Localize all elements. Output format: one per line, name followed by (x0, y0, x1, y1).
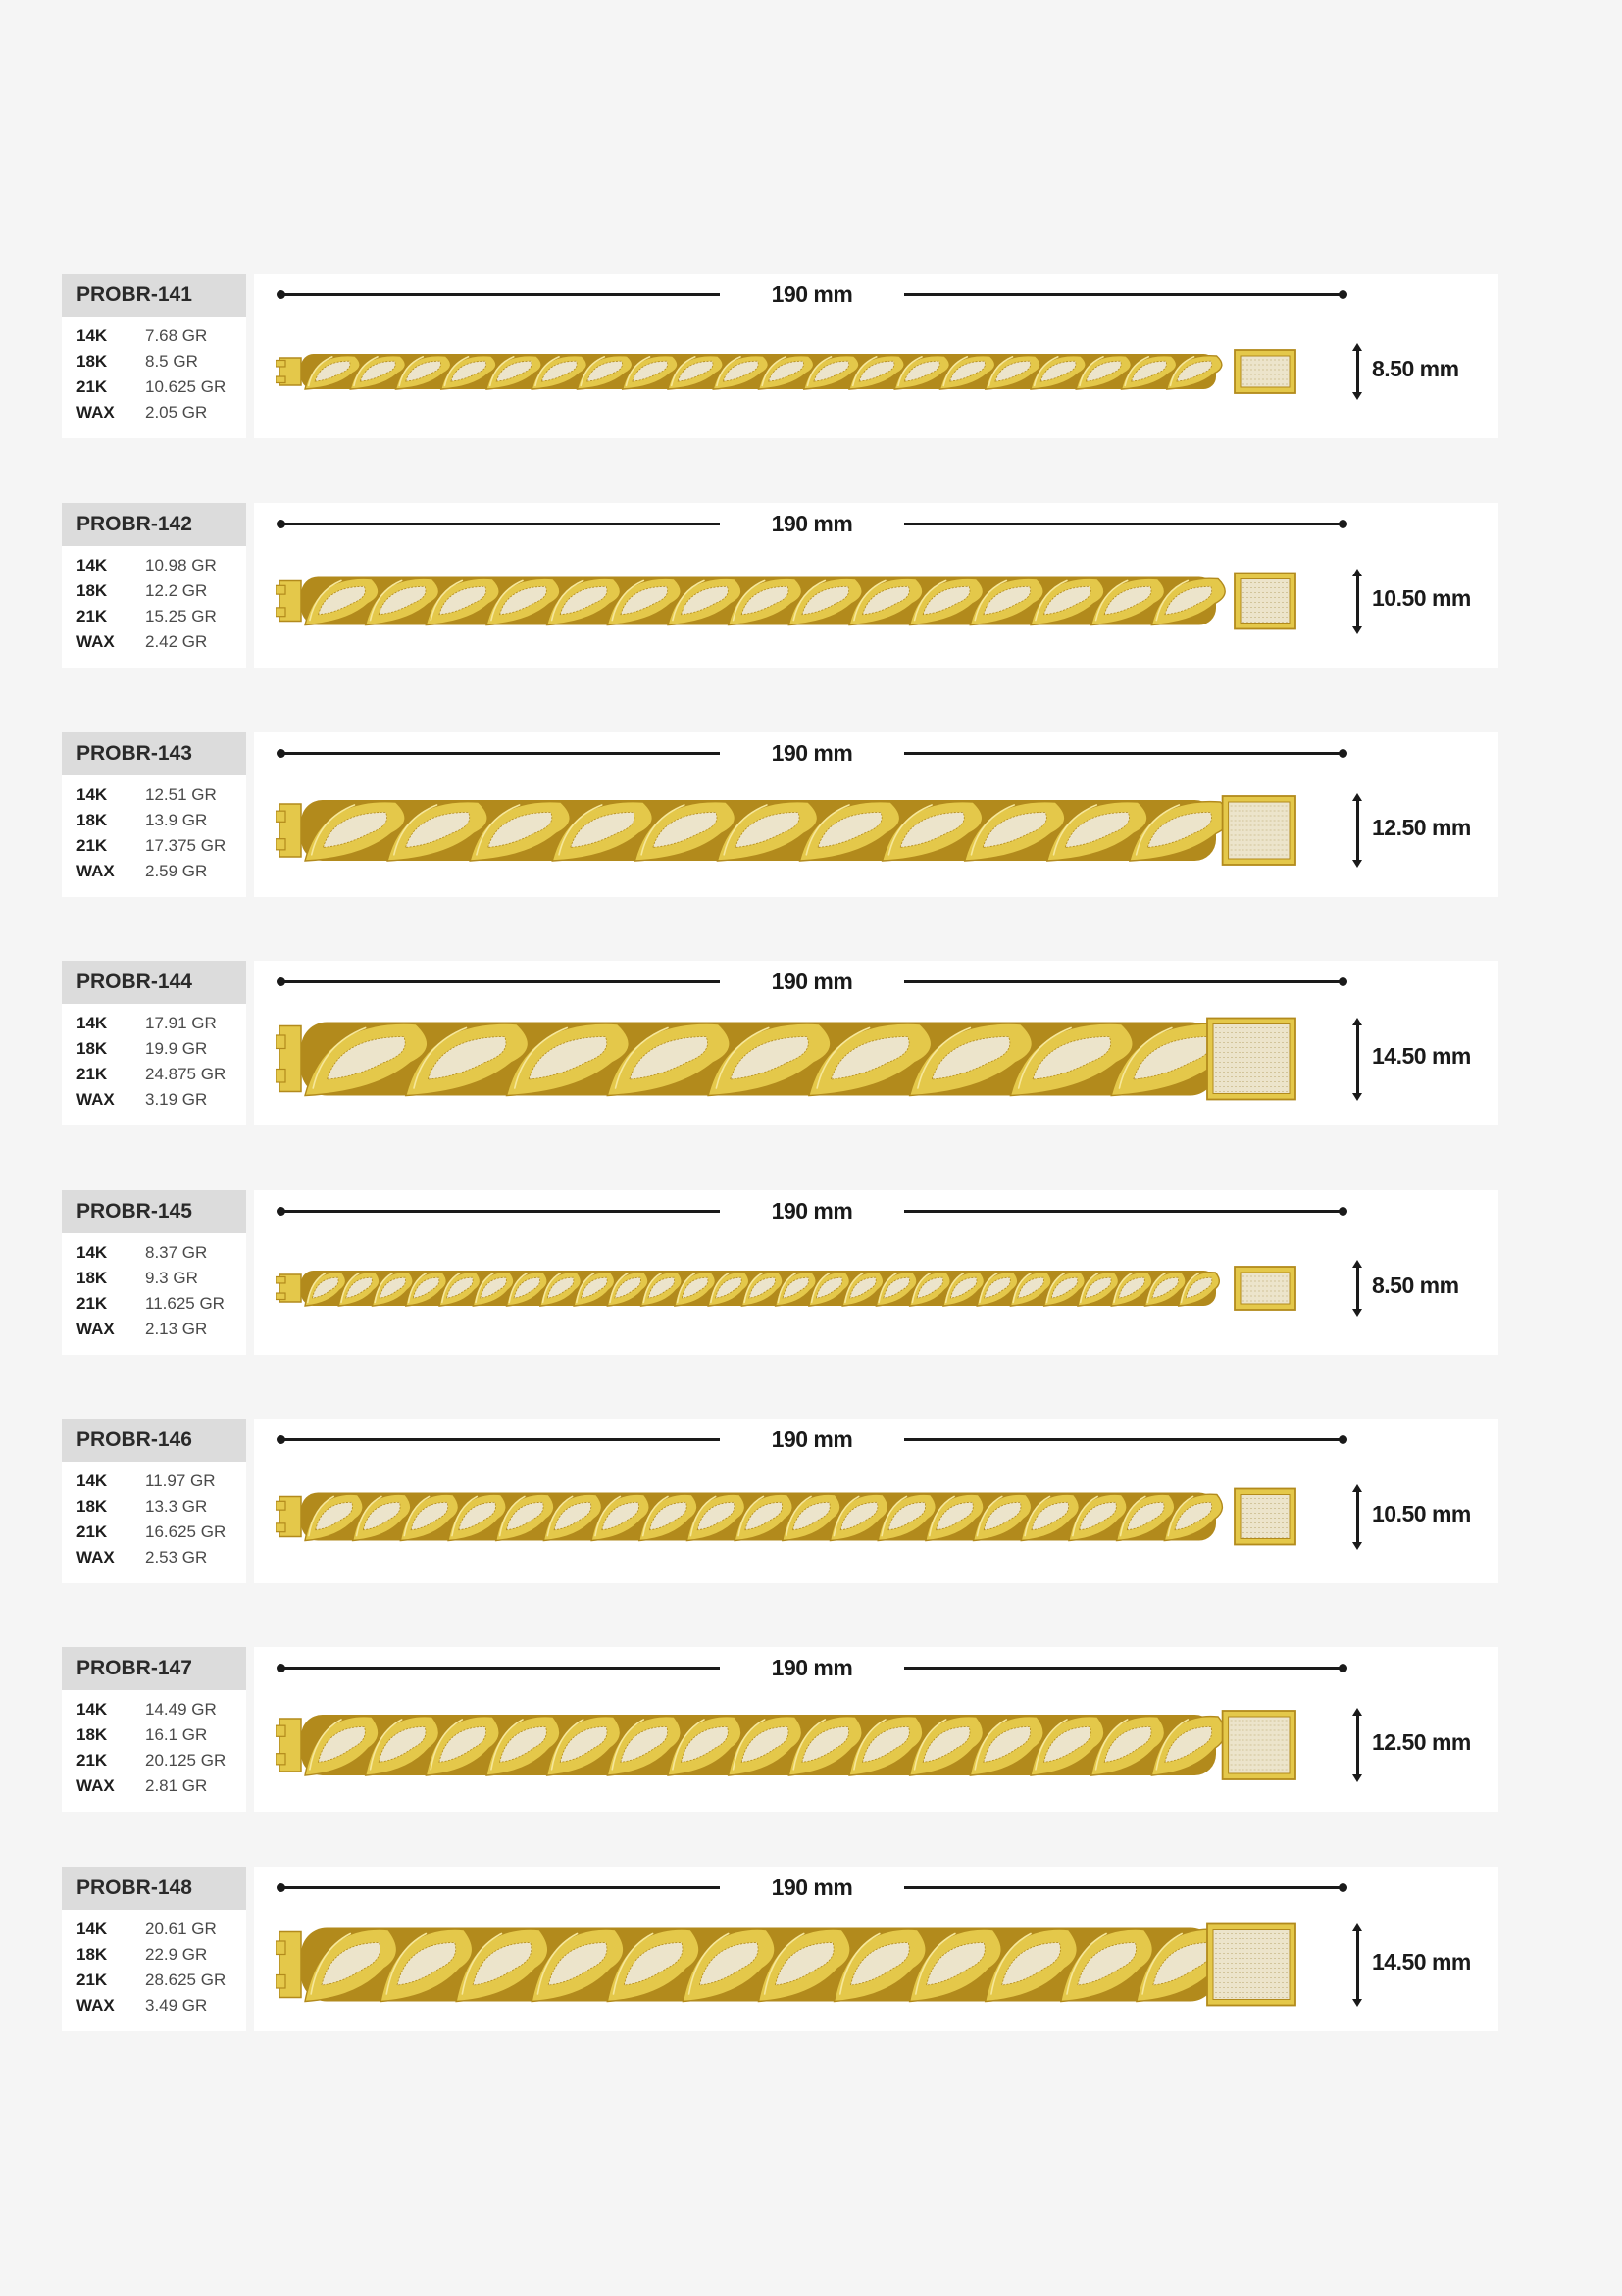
length-dimension-line (904, 523, 1343, 525)
spec-karat: 14K (76, 1920, 108, 1938)
spec-row (76, 349, 243, 374)
width-dimension-arrow (1356, 574, 1359, 628)
spec-weight: 22.9 GR (145, 1945, 208, 1964)
chain-clasp (1235, 574, 1295, 629)
spec-weight: 8.5 GR (145, 352, 198, 371)
product-code: PROBR-147 (62, 1647, 246, 1690)
length-dimension-line (904, 1667, 1343, 1670)
cuban-chain-bracelet-image (276, 1239, 1300, 1337)
spec-weight: 9.3 GR (145, 1269, 198, 1287)
spec-karat: 21K (76, 836, 108, 855)
chain-clasp (1223, 1711, 1295, 1779)
spec-weight: 13.9 GR (145, 811, 208, 829)
cuban-chain-bracelet-image (276, 781, 1300, 879)
spec-karat: 21K (76, 377, 108, 396)
width-label: 12.50 mm (1372, 1729, 1471, 1755)
chain-end-tab (276, 1035, 285, 1049)
spec-weight: 7.68 GR (145, 326, 208, 345)
spec-karat: WAX (76, 403, 115, 422)
spec-weight: 14.49 GR (145, 1700, 217, 1719)
dimension-endpoint (1339, 977, 1347, 986)
spec-list (76, 1697, 243, 1799)
product-image-panel (254, 1867, 1498, 2031)
spec-row (76, 1697, 243, 1722)
length-label: 190 mm (771, 1198, 853, 1223)
spec-karat: 14K (76, 556, 108, 574)
spec-weight: 2.81 GR (145, 1776, 208, 1795)
product-info-card (62, 1647, 246, 1812)
dimension-endpoint (277, 290, 285, 299)
length-dimension-line (904, 293, 1343, 296)
width-label: 12.50 mm (1372, 815, 1471, 840)
spec-row (76, 1240, 243, 1266)
spec-row (76, 1545, 243, 1571)
spec-row (76, 400, 243, 425)
product-entry (0, 1867, 1622, 2033)
product-entry (0, 1419, 1622, 1585)
spec-row (76, 374, 243, 400)
spec-weight: 2.13 GR (145, 1320, 208, 1338)
spec-list (76, 1469, 243, 1571)
spec-karat: 18K (76, 1039, 108, 1058)
spec-row (76, 1266, 243, 1291)
product-image-panel (254, 1190, 1498, 1355)
width-dimension-arrow (1356, 1490, 1359, 1544)
spec-karat: 14K (76, 326, 108, 345)
cuban-chain-bracelet-image (276, 1468, 1300, 1566)
chain-end-tab (276, 1975, 285, 1989)
chain-end-tab (276, 360, 285, 366)
dimension-endpoint (1339, 520, 1347, 528)
product-entry (0, 961, 1622, 1127)
spec-weight: 12.2 GR (145, 581, 208, 600)
width-label: 10.50 mm (1372, 585, 1471, 611)
product-image-panel (254, 961, 1498, 1125)
length-label: 190 mm (771, 281, 853, 307)
chain-end-tab (276, 811, 285, 822)
spec-karat: 21K (76, 1971, 108, 1989)
cuban-chain-bracelet-image (276, 1916, 1300, 2014)
width-label: 8.50 mm (1372, 356, 1459, 381)
spec-karat: 21K (76, 1522, 108, 1541)
spec-row (76, 1087, 243, 1113)
spec-karat: 14K (76, 1014, 108, 1032)
product-entry (0, 503, 1622, 670)
dimension-endpoint (1339, 1207, 1347, 1216)
spec-row (76, 808, 243, 833)
product-image-panel (254, 732, 1498, 897)
spec-karat: 14K (76, 1243, 108, 1262)
spec-list (76, 553, 243, 655)
cuban-chain-bracelet-image (276, 1010, 1300, 1108)
spec-karat: WAX (76, 1548, 115, 1567)
spec-row (76, 1993, 243, 2019)
length-dimension-line (280, 1667, 720, 1670)
width-label: 8.50 mm (1372, 1273, 1459, 1298)
length-dimension-line (280, 1438, 720, 1441)
chain-end-tab (276, 585, 285, 594)
width-dimension-arrow (1356, 1929, 1359, 2001)
chain-end-tab (276, 608, 285, 617)
product-info-card (62, 274, 246, 438)
spec-weight: 17.375 GR (145, 836, 227, 855)
spec-weight: 3.19 GR (145, 1090, 208, 1109)
length-dimension-line (904, 1886, 1343, 1889)
product-code: PROBR-144 (62, 961, 246, 1004)
length-dimension-line (280, 1886, 720, 1889)
spec-weight: 15.25 GR (145, 607, 217, 625)
spec-weight: 17.91 GR (145, 1014, 217, 1032)
dimension-endpoint (1339, 1435, 1347, 1444)
product-image-panel (254, 274, 1498, 438)
spec-row (76, 1494, 243, 1520)
length-dimension-line (904, 980, 1343, 983)
spec-row (76, 1469, 243, 1494)
length-label: 190 mm (771, 969, 853, 994)
spec-list (76, 1240, 243, 1342)
dimension-endpoint (277, 977, 285, 986)
product-image-panel (254, 503, 1498, 668)
length-dimension-line (280, 752, 720, 755)
product-entry (0, 1647, 1622, 1814)
product-info-card (62, 1867, 246, 2031)
spec-karat: WAX (76, 862, 115, 880)
chain-clasp (1223, 796, 1295, 865)
product-info-card (62, 961, 246, 1125)
spec-row (76, 1317, 243, 1342)
spec-karat: 21K (76, 1065, 108, 1083)
spec-karat: WAX (76, 1776, 115, 1795)
spec-weight: 10.625 GR (145, 377, 227, 396)
spec-row (76, 1917, 243, 1942)
spec-row (76, 833, 243, 859)
product-code: PROBR-142 (62, 503, 246, 546)
spec-karat: 18K (76, 581, 108, 600)
product-info-card (62, 1419, 246, 1583)
spec-row (76, 1011, 243, 1036)
chain-end-tab (276, 1754, 285, 1765)
spec-weight: 3.49 GR (145, 1996, 208, 2015)
length-label: 190 mm (771, 740, 853, 766)
length-label: 190 mm (771, 1655, 853, 1680)
cuban-chain-bracelet-image (276, 323, 1300, 421)
spec-row (76, 782, 243, 808)
spec-karat: 21K (76, 1751, 108, 1770)
chain-end-tab (276, 1523, 285, 1532)
product-code: PROBR-146 (62, 1419, 246, 1462)
width-dimension-arrow (1356, 349, 1359, 394)
spec-karat: 14K (76, 785, 108, 804)
length-dimension-line (904, 1210, 1343, 1213)
width-label: 14.50 mm (1372, 1043, 1471, 1069)
dimension-endpoint (1339, 290, 1347, 299)
spec-karat: 18K (76, 811, 108, 829)
spec-row (76, 1036, 243, 1062)
chain-end-tab (276, 1070, 285, 1083)
chain-clasp (1235, 350, 1295, 393)
spec-karat: 18K (76, 1269, 108, 1287)
spec-karat: 18K (76, 1945, 108, 1964)
spec-karat: 18K (76, 1497, 108, 1516)
spec-weight: 13.3 GR (145, 1497, 208, 1516)
length-dimension-line (280, 523, 720, 525)
product-code: PROBR-141 (62, 274, 246, 317)
spec-row (76, 578, 243, 604)
cuban-chain-bracelet-image (276, 552, 1300, 650)
spec-weight: 19.9 GR (145, 1039, 208, 1058)
chain-end-tab (276, 1725, 285, 1736)
spec-row (76, 553, 243, 578)
product-code: PROBR-143 (62, 732, 246, 775)
spec-weight: 11.97 GR (145, 1472, 216, 1490)
chain-clasp (1207, 1924, 1295, 2006)
spec-karat: 18K (76, 1725, 108, 1744)
spec-list (76, 1917, 243, 2019)
chain-clasp (1207, 1019, 1295, 1100)
spec-karat: WAX (76, 1090, 115, 1109)
chain-end-tab (276, 1501, 285, 1510)
spec-weight: 2.42 GR (145, 632, 208, 651)
spec-row (76, 1942, 243, 1968)
spec-weight: 2.53 GR (145, 1548, 208, 1567)
spec-karat: 21K (76, 1294, 108, 1313)
spec-weight: 8.37 GR (145, 1243, 208, 1262)
product-image-panel (254, 1419, 1498, 1583)
spec-weight: 11.625 GR (145, 1294, 225, 1313)
spec-weight: 20.61 GR (145, 1920, 217, 1938)
product-info-card (62, 732, 246, 897)
chain-end-tab (276, 376, 285, 382)
spec-karat: 21K (76, 607, 108, 625)
spec-weight: 16.1 GR (145, 1725, 208, 1744)
spec-weight: 10.98 GR (145, 556, 217, 574)
spec-row (76, 1520, 243, 1545)
spec-row (76, 629, 243, 655)
spec-weight: 20.125 GR (145, 1751, 227, 1770)
length-dimension-line (280, 293, 720, 296)
chain-end-tab (276, 1293, 285, 1299)
spec-row (76, 1773, 243, 1799)
cuban-chain-bracelet-image (276, 1696, 1300, 1794)
chain-clasp (1235, 1489, 1295, 1545)
width-dimension-arrow (1356, 1023, 1359, 1095)
length-label: 190 mm (771, 1874, 853, 1900)
spec-karat: WAX (76, 1996, 115, 2015)
width-dimension-arrow (1356, 799, 1359, 862)
spec-list (76, 1011, 243, 1113)
width-label: 14.50 mm (1372, 1949, 1471, 1974)
chain-clasp (1235, 1267, 1295, 1310)
spec-weight: 28.625 GR (145, 1971, 227, 1989)
spec-row (76, 604, 243, 629)
spec-weight: 24.875 GR (145, 1065, 227, 1083)
dimension-endpoint (277, 1664, 285, 1672)
spec-list (76, 782, 243, 884)
length-dimension-line (280, 1210, 720, 1213)
spec-karat: 14K (76, 1700, 108, 1719)
length-dimension-line (904, 752, 1343, 755)
spec-karat: 18K (76, 352, 108, 371)
spec-row (76, 1722, 243, 1748)
spec-list (76, 324, 243, 425)
product-code: PROBR-145 (62, 1190, 246, 1233)
length-dimension-line (904, 1438, 1343, 1441)
product-entry (0, 732, 1622, 899)
spec-karat: WAX (76, 1320, 115, 1338)
chain-end-tab (276, 839, 285, 850)
length-label: 190 mm (771, 1426, 853, 1452)
dimension-endpoint (277, 1207, 285, 1216)
length-dimension-line (280, 980, 720, 983)
width-dimension-arrow (1356, 1266, 1359, 1311)
product-info-card (62, 1190, 246, 1355)
spec-row (76, 1062, 243, 1087)
dimension-endpoint (1339, 1664, 1347, 1672)
dimension-endpoint (1339, 749, 1347, 758)
spec-weight: 2.59 GR (145, 862, 208, 880)
dimension-endpoint (277, 520, 285, 528)
spec-row (76, 1748, 243, 1773)
spec-karat: 14K (76, 1472, 108, 1490)
dimension-endpoint (277, 749, 285, 758)
spec-weight: 12.51 GR (145, 785, 217, 804)
length-label: 190 mm (771, 511, 853, 536)
dimension-endpoint (1339, 1883, 1347, 1892)
spec-weight: 2.05 GR (145, 403, 208, 422)
spec-row (76, 1968, 243, 1993)
spec-weight: 16.625 GR (145, 1522, 227, 1541)
spec-karat: WAX (76, 632, 115, 651)
width-label: 10.50 mm (1372, 1501, 1471, 1526)
product-code: PROBR-148 (62, 1867, 246, 1910)
spec-row (76, 324, 243, 349)
spec-row (76, 1291, 243, 1317)
product-entry (0, 1190, 1622, 1357)
width-dimension-arrow (1356, 1714, 1359, 1776)
dimension-endpoint (277, 1435, 285, 1444)
chain-end-tab (276, 1276, 285, 1282)
product-image-panel (254, 1647, 1498, 1812)
product-entry (0, 274, 1622, 440)
product-info-card (62, 503, 246, 668)
chain-end-tab (276, 1941, 285, 1955)
dimension-endpoint (277, 1883, 285, 1892)
spec-row (76, 859, 243, 884)
